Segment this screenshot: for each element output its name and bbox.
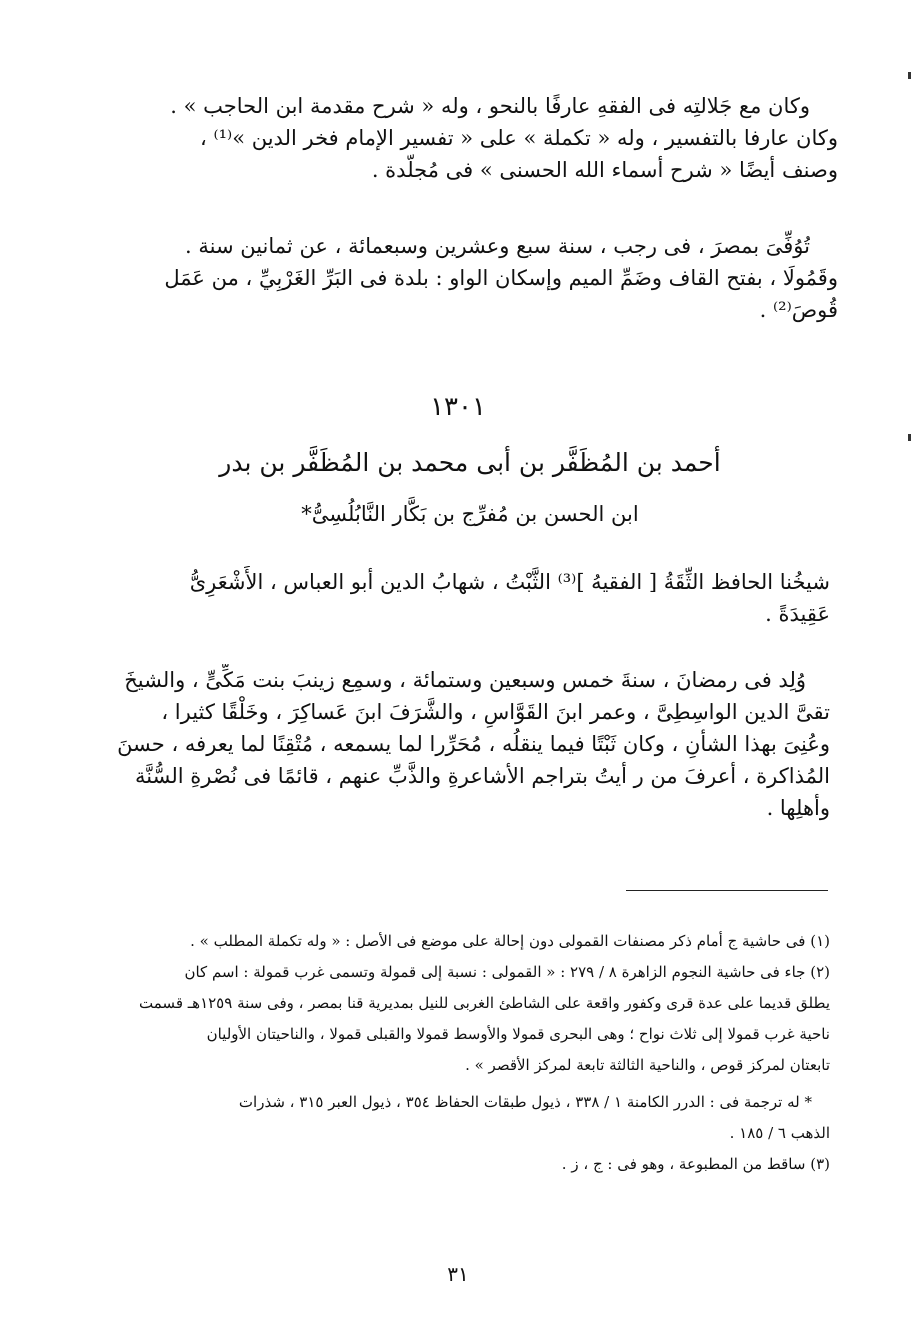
text-line: وعُنِىَ بهذا الشأنِ ، وكان ثَبْتًا فيما ينقلُه ، مُحَرِّرا لما يسمعه ، مُتْقِنًا لما يعرفه ، حسنَ: [117, 732, 830, 756]
paragraph-1: [100, 90, 838, 186]
footnote-line: (٣) ساقط من المطبوعة ، وهو فى : ج ، ز .: [561, 1155, 830, 1173]
text-line: المُذاكرة ، أعرفَ من ر أيتُ بتراجم الأشاعرةِ والذَّبِّ عنهم ، قائمًا فى نُصْرةِ السُّنَّة: [135, 764, 830, 788]
text-line: وصنف أيضًا « شرح أسماء الله الحسنى » فى مُجلَّدة .: [371, 158, 838, 182]
footnote-line: تابعتان لمركز قوص ، والناحية الثالثة تابعة لمركز الأقصر » .: [465, 1056, 830, 1074]
paragraph-2: [100, 230, 838, 326]
footnotes: [100, 926, 830, 1180]
text-line: وكان مع جَلالتِه فى الفقهِ عارفًا بالنحو ، وله « شرح مقدمة ابن الحاجب » .: [170, 94, 810, 118]
paragraph-4: [100, 664, 830, 824]
scan-edge-mark: [908, 72, 911, 79]
text-line: وُلِد فى رمضانَ ، سنةَ خمس وسبعين وستمائة ، وسمِع زينبَ بنت مَكِّىٍّ ، والشيخَ: [124, 668, 806, 692]
footnote-line: * له ترجمة فى : الدرر الكامنة ١ / ٣٣٨ ، ذيول طبقات الحفاظ ٣٥٤ ، ذيول العبر ٣١٥ ، شذرات: [238, 1093, 812, 1111]
text-line: عَقِيدَةً .: [765, 602, 830, 626]
paragraph-3: [100, 566, 830, 630]
footnote-line: ناحية غرب قمولا إلى ثلاث نواح ؛ وهى البحرى قمولا والأوسط قمولا والقبلى قمولا ، والناحيتان الأوليان: [206, 1025, 830, 1043]
footnote-line: (١) فى حاشية ج أمام ذكر مصنفات القمولى دون إحالة على موضع فى الأصل : « وله تكملة المطلب » .: [190, 932, 830, 950]
footnote-line: يطلق قديما على عدة قرى وكفور واقعة على الشاطئ الغربى للنيل بمديرية قنا بمصر ، وفى سنة ١٢٥٩هـ قسمت: [139, 994, 830, 1012]
entry-name-line-2: ابن الحسن بن مُفرِّج بن بَكَّار النَّابُلُسِىُّ*: [301, 502, 639, 526]
footnote-line: (٢) جاء فى حاشية النجوم الزاهرة ٨ / ٢٧٩ : « القمولى : نسبة إلى قمولة وتسمى غرب قمولة : اسم كان: [184, 963, 830, 981]
text-line: تقىَّ الدين الواسِطِىَّ ، وعمر ابنَ القَوَّاسِ ، والشَّرَفَ ابنَ عَساكِرَ ، وخَلْقًا كثيرا ،: [161, 700, 830, 724]
text-line: شيخُنا الحافظ الثِّقَةُ [ الفقيهُ ]⁽³⁾ الثَّبْتُ ، شهابُ الدين أبو العباس ، الأَشْعَرِىُّ: [189, 570, 830, 594]
footnote-line: الذهب ٦ / ١٨٥ .: [729, 1124, 830, 1142]
text-line: وقَمُولَا ، بفتح القاف وضَمِّ الميم وإسكان الواو : بلدة فى البَرِّ الغَرْبِيِّ ، من عَمَل: [164, 266, 838, 290]
entry-name-line-1: أحمد بن المُظَفَّر بن أبى محمد بن المُظَفَّر بن بدر: [219, 448, 721, 477]
text-line: وكان عارفا بالتفسير ، وله « تكملة » على « تفسير الإمام فخر الدين »⁽¹⁾ ،: [200, 126, 838, 150]
footnote-separator: [626, 890, 828, 891]
page-number: ٣١: [447, 1262, 469, 1286]
text-line: قُوصَ⁽²⁾ .: [759, 298, 838, 322]
text-line: وأهلِها .: [766, 796, 830, 820]
text-line: تُوُفِّىَ بمصرَ ، فى رجب ، سنة سبع وعشرين وسبعمائة ، عن ثمانين سنة .: [185, 234, 810, 258]
entry-number: ١٣٠١: [430, 392, 486, 422]
scan-edge-mark: [908, 434, 911, 441]
